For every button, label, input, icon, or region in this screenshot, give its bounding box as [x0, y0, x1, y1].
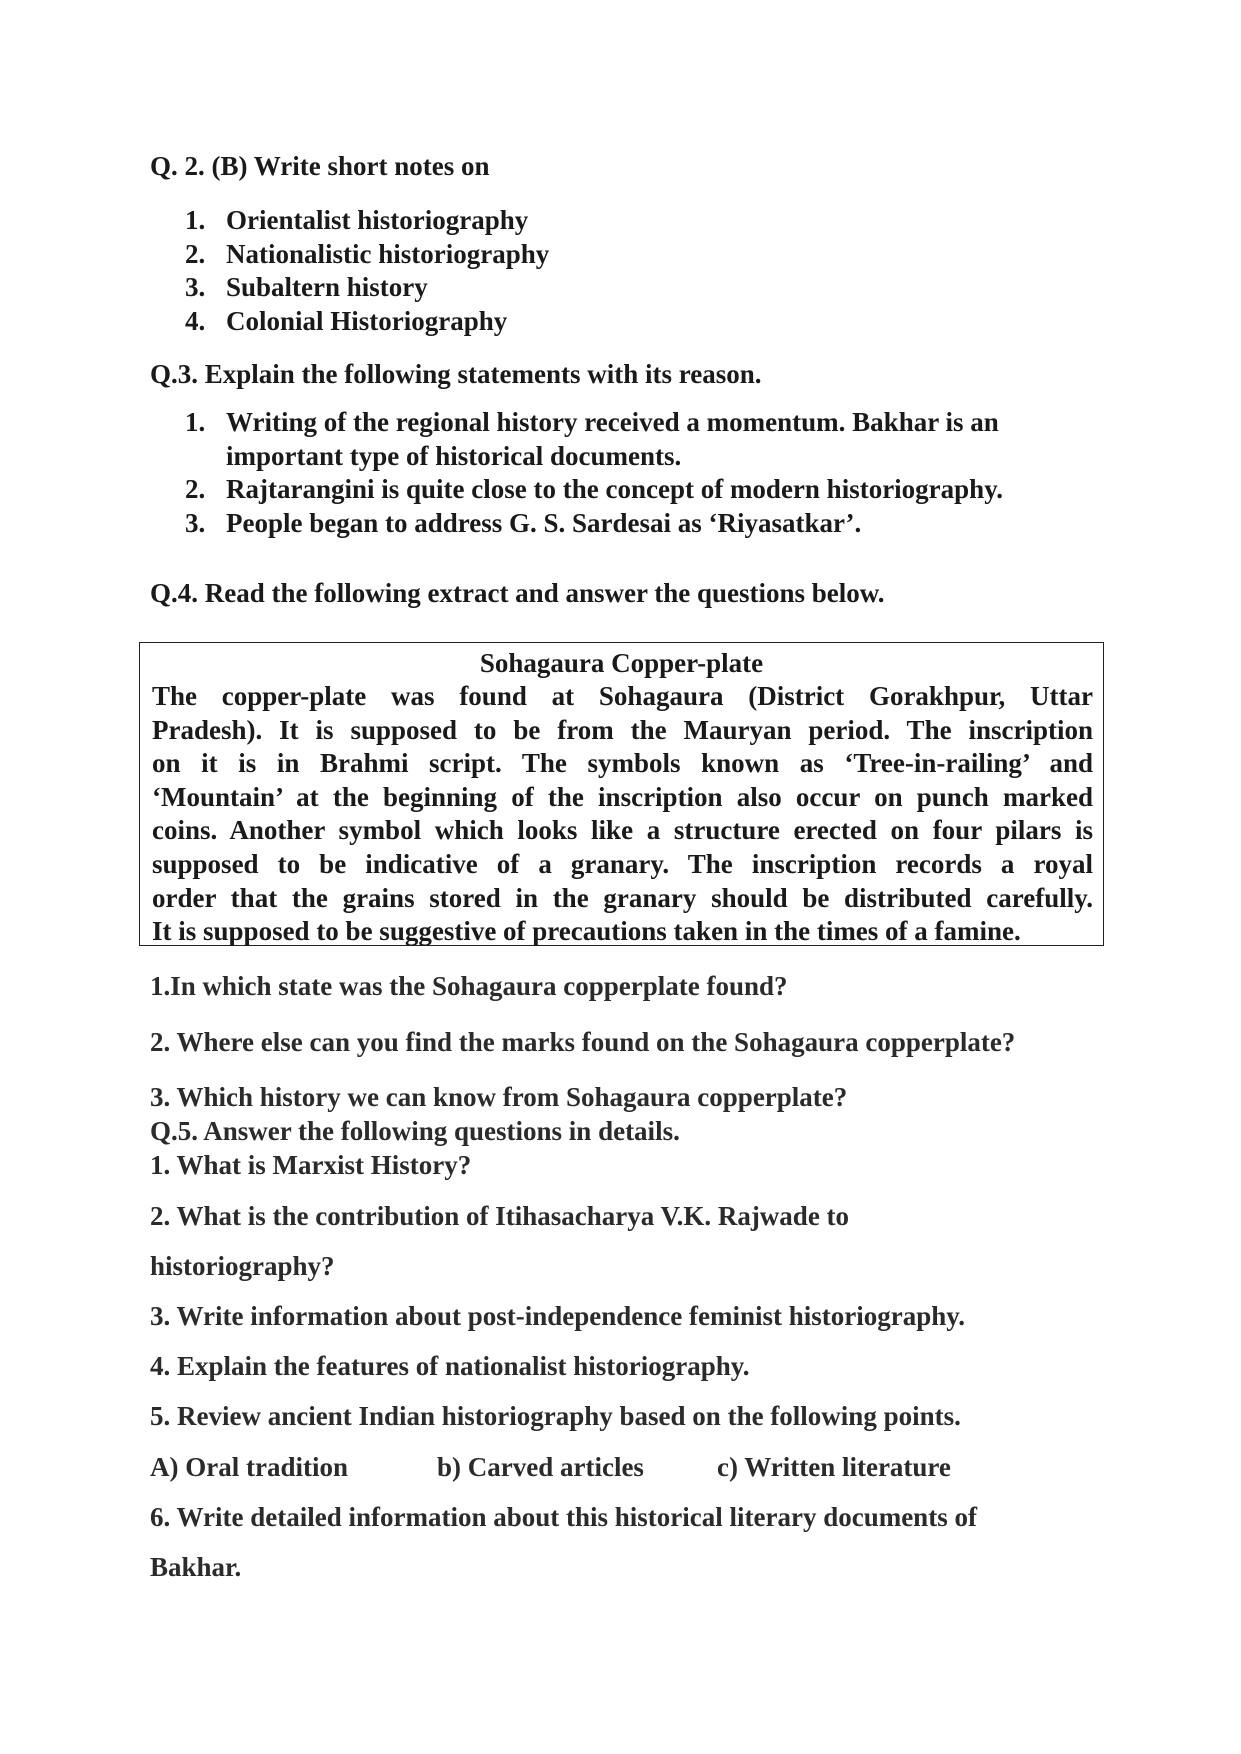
extract-line: on it is in Brahmi script. The symbols known as ‘Tree-in-railing’ and	[152, 748, 1093, 779]
item-text-line: important type of historical documents.	[226, 440, 682, 471]
extract-line: It is supposed to be suggestive of precautions taken in the times of a famine.	[152, 916, 1021, 947]
q4-question-3: 3. Which history we can know from Sohagaura copperplate?	[150, 1082, 848, 1112]
list-item	[185, 271, 549, 305]
list-item	[185, 406, 1003, 473]
q5-question-6-cont: Bakhar.	[150, 1552, 242, 1582]
extract-line: order that the grains stored in the granary should be distributed carefully.	[152, 882, 1093, 913]
list-item	[185, 473, 1003, 507]
q5-question-5: 5. Review ancient Indian historiography based on the following points.	[150, 1401, 961, 1431]
option-carved-articles: b) Carved articles	[437, 1452, 644, 1482]
extract-line: supposed to be indicative of a granary. The inscription records a royal	[152, 848, 1093, 879]
list-item	[185, 238, 549, 272]
q5-question-4: 4. Explain the features of nationalist historiography.	[150, 1351, 750, 1381]
item-number: 2.	[185, 474, 206, 504]
item-text: People began to address G. S. Sardesai as ‘Riyasatkar’.	[226, 507, 862, 538]
q5-heading: Q.5. Answer the following questions in details.	[150, 1116, 680, 1146]
extract-line: The copper-plate was found at Sohagaura (District Gorakhpur, Uttar	[152, 681, 1093, 711]
q2-heading: Q. 2. (B) Write short notes on	[150, 151, 490, 181]
extract-line: ‘Mountain’ at the beginning of the inscription also occur on punch marked	[152, 781, 1093, 812]
item-number: 3.	[185, 272, 206, 302]
list-item	[185, 305, 549, 339]
q3-list	[185, 406, 1003, 540]
list-item	[185, 507, 1003, 541]
list-item	[185, 204, 549, 238]
item-text: Subaltern history	[226, 272, 428, 302]
extract-box	[139, 642, 1104, 946]
q3-heading: Q.3. Explain the following statements with its reason.	[150, 359, 762, 389]
q5-question-2: 2. What is the contribution of Itihasacharya V.K. Rajwade to	[150, 1201, 850, 1231]
extract-body	[152, 680, 1093, 949]
item-number: 1.	[185, 407, 206, 437]
extract-line: Pradesh). It is supposed to be from the Mauryan period. The inscription	[152, 714, 1093, 745]
q2-list	[185, 204, 549, 338]
q4-heading: Q.4. Read the following extract and answer the questions below.	[150, 578, 885, 608]
item-number: 1.	[185, 205, 206, 235]
q4-question-2: 2. Where else can you find the marks found on the Sohagaura copperplate?	[150, 1027, 1016, 1057]
item-text: Orientalist historiography	[226, 205, 529, 235]
item-number: 2.	[185, 238, 206, 269]
item-number: 4.	[185, 305, 206, 336]
q5-question-3: 3. Write information about post-independence feminist historiography.	[150, 1301, 966, 1331]
q4-question-1: 1.In which state was the Sohagaura copperplate found?	[150, 971, 788, 1001]
item-text: Colonial Historiography	[226, 305, 508, 336]
extract-title: Sohagaura Copper-plate	[479, 648, 764, 678]
q5-question-1: 1. What is Marxist History?	[150, 1150, 472, 1180]
extract-line: coins. Another symbol which looks like a structure erected on four pilars is	[152, 815, 1093, 846]
item-text: Rajtarangini is quite close to the concept of modern historiography.	[226, 474, 1003, 504]
option-oral-tradition: A) Oral tradition	[150, 1452, 348, 1482]
option-written-literature: c) Written literature	[717, 1452, 951, 1482]
q5-question-6: 6. Write detailed information about this historical literary documents of	[150, 1502, 977, 1532]
item-text: Nationalistic historiography	[226, 238, 550, 269]
q5-question-2-cont: historiography?	[150, 1251, 335, 1281]
item-number: 3.	[185, 507, 206, 538]
item-text-line: Writing of the regional history received a momentum. Bakhar is an	[226, 407, 999, 437]
